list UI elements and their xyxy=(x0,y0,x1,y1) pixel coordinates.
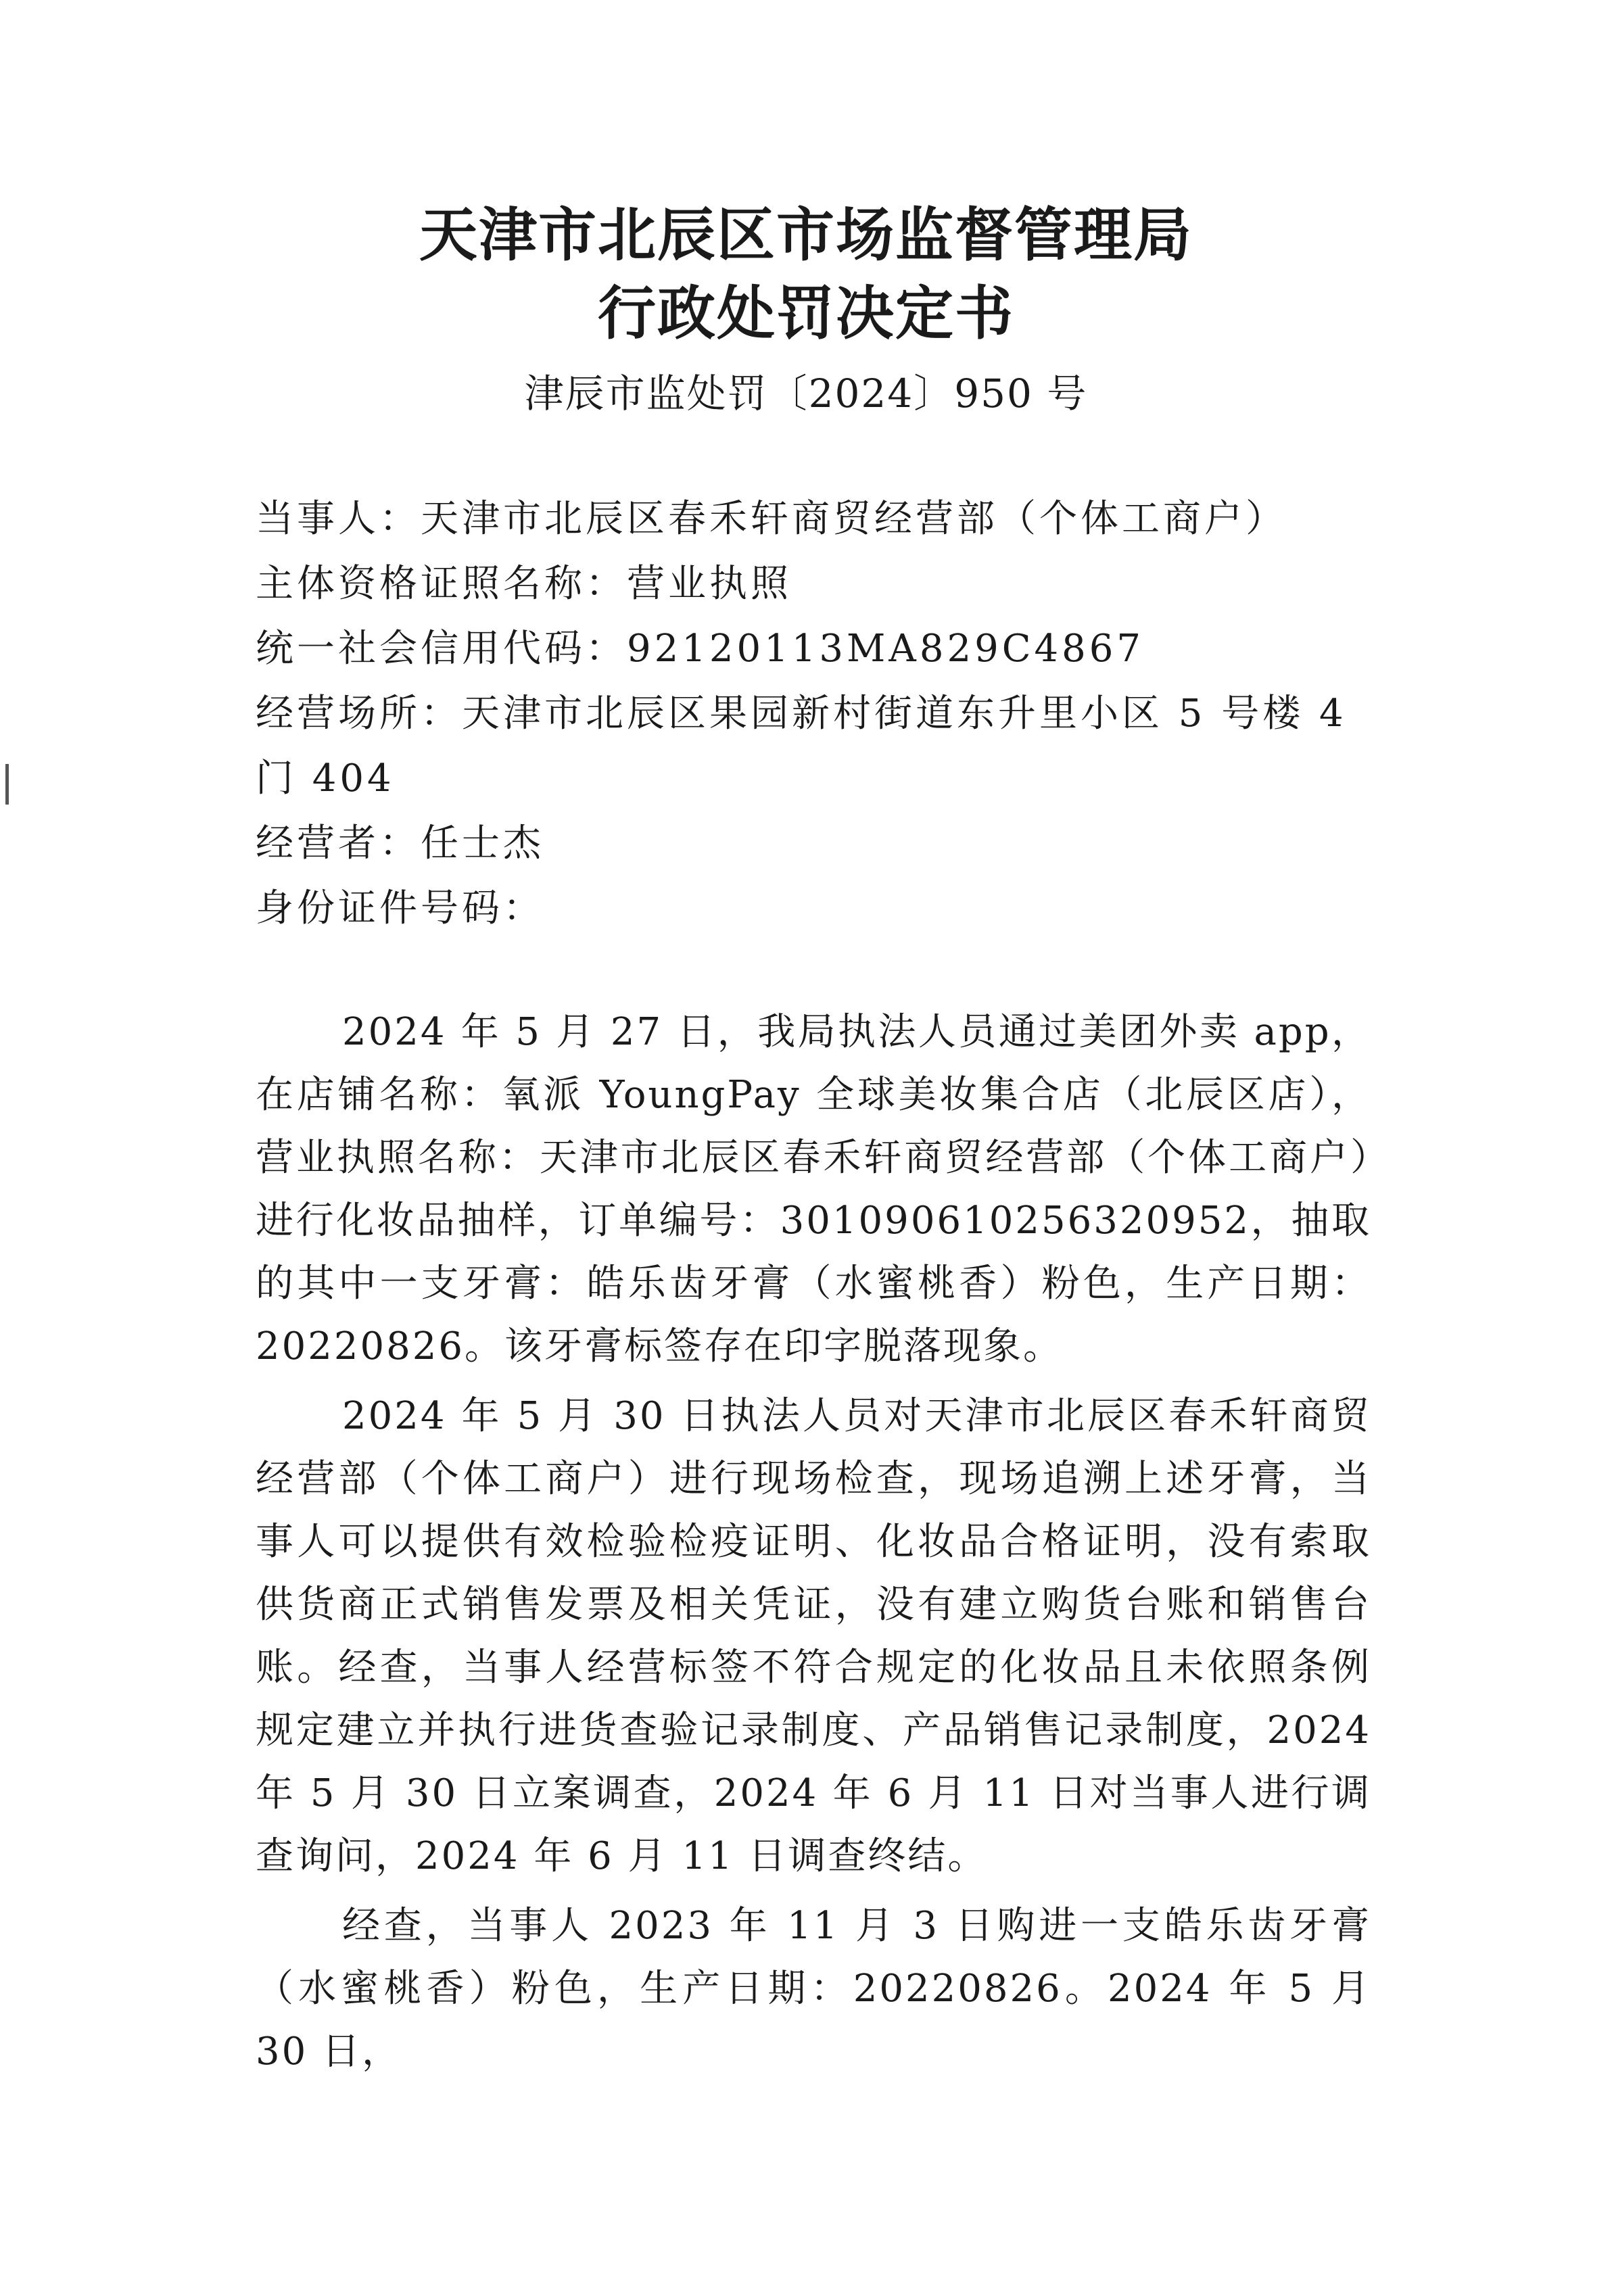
operator-name: 经营者：任士杰 xyxy=(256,821,544,865)
document-title-line2: 行政处罚决定书 xyxy=(598,280,1014,348)
document-header xyxy=(0,196,1612,421)
paragraph-inspection: 2024 年 5 月 30 日执法人员对天津市北辰区春禾轩商贸经营部（个体工商户）进行现场检查，现场追溯上述牙膏，当事人可以提供有效检验检疫证明、化妆品合格证明，没有索取供货商正式销售发票及相关凭证，没有建立购货台账和销售台账。经查，当事人经营标签不符合规定的化妆品且未依照条例规定建立并执行进货查验记录制度、产品销售记录制度，2024 年 5 月 30 日立案调查，2024 年 6 月 11 日对当事人进行调查询问，2024 年 6 月 11 日调查终结。 xyxy=(256,1394,1371,1878)
paragraph-sampling: 2024 年 5 月 27 日，我局执法人员通过美团外卖 app，在店铺名称：氧派 YoungPay 全球美妆集合店（北辰区店），营业执照名称：天津市北辰区春禾轩商贸经营部（个体工商户）进行化妆品抽样，订单编号：301090610256320952，抽取的其中一支牙膏：皓乐齿牙膏（水蜜桃香）粉色，生产日期：20220826。该牙膏标签存在印字脱落现象。 xyxy=(256,1010,1371,1368)
business-address: 经营场所：天津市北辰区果园新村街道东升里小区 5 号楼 4 xyxy=(256,692,1347,736)
id-number: 身份证件号码： xyxy=(256,886,544,930)
party-info xyxy=(256,487,1371,941)
business-address-cont: 门 404 xyxy=(256,757,395,800)
document-body xyxy=(256,1001,1371,2090)
paragraph-findings: 经查，当事人 2023 年 11 月 3 日购进一支皓乐齿牙膏（水蜜桃香）粉色，生产日期：20220826。2024 年 5 月 30 日， xyxy=(256,1904,1371,2074)
party-name: 当事人：天津市北辰区春禾轩商贸经营部（个体工商户） xyxy=(256,497,1287,541)
credit-code: 统一社会信用代码：92120113MA829C4867 xyxy=(256,627,1145,671)
document-number: 津辰市监处罚〔2024〕950 号 xyxy=(524,370,1088,416)
document-title-line1: 天津市北辰区市场监督管理局 xyxy=(419,201,1193,269)
scan-edge-mark xyxy=(5,764,9,805)
license-name: 主体资格证照名称：营业执照 xyxy=(256,562,792,606)
